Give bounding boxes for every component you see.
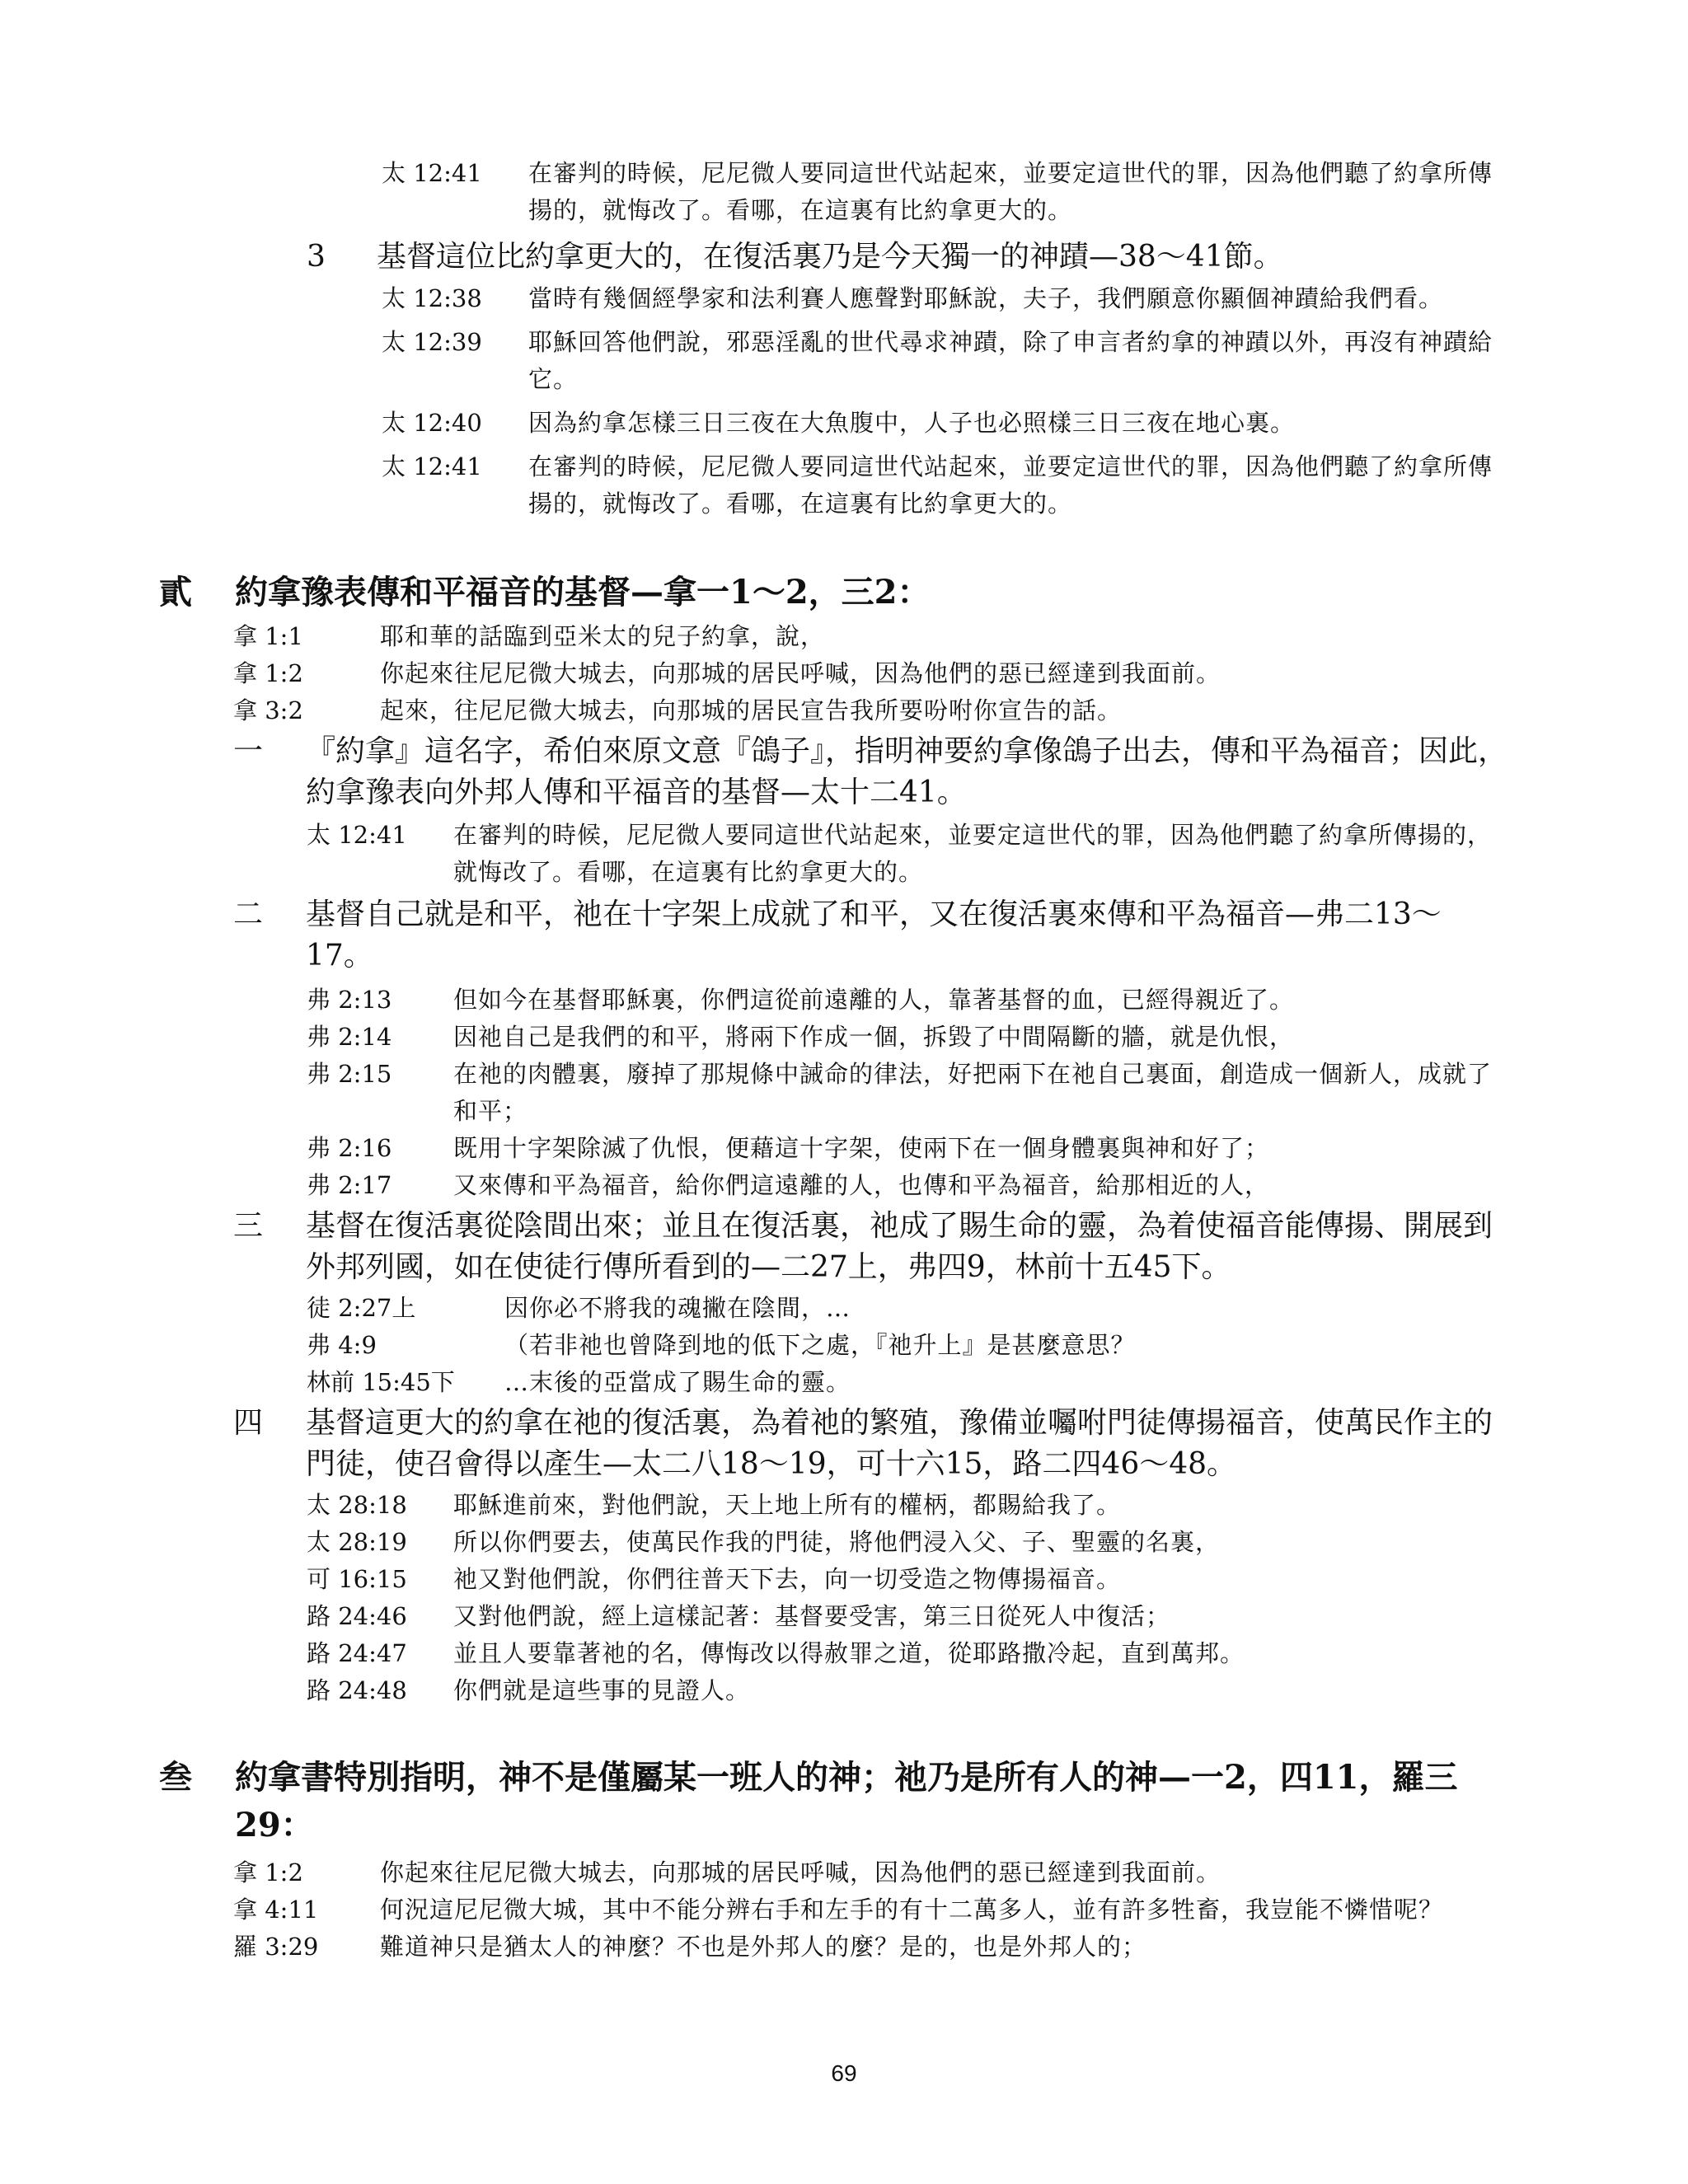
page-number: 69 [831,2060,857,2086]
verse-ref: 羅 3:29 [233,1933,319,1961]
outline-text: 『約拿』這名字，希伯來原文意『鴿子』，指明神要約拿像鴿子出去，傳和平為福音；因此，約拿豫表向外邦人傳和平福音的基督—太十二41。 [306,734,1508,809]
verse-ref: 弗 4:9 [307,1331,377,1359]
outline-text: 基督自己就是和平，祂在十字架上成就了和平，又在復活裏來傳和平為福音—弗二13～17。 [306,898,1442,972]
outline-point-4 [233,1403,1508,1485]
outline-number: 3 [307,240,326,274]
verse-text: 又來傳和平為福音，給你們這遠離的人，也傳和平為福音，給那相近的人， [453,1171,1270,1199]
verse [233,1929,1508,1966]
section-heading [159,1754,1508,1849]
verse [307,1524,1508,1561]
verse [233,1891,1508,1929]
outline-text: 基督在復活裏從陰間出來；並且在復活裏，祂成了賜生命的靈，為着使福音能傳揚、開展到外邦列國，如在使徒行傳所看到的—二27上，弗四9，林前十五45下。 [306,1209,1493,1284]
verse-text: 但如今在基督耶穌裏，你們這從前遠離的人，靠著基督的血，已經得親近了。 [453,986,1295,1014]
verse-text: 耶穌回答他們說，邪惡淫亂的世代尋求神蹟，除了申言者約拿的神蹟以外，再沒有神蹟給它。 [528,328,1493,393]
verse [307,1364,1508,1401]
verse [307,1487,1508,1524]
verse [307,1635,1508,1672]
verse-ref: 太 12:41 [382,452,482,480]
verse-text: 因祂自己是我們的和平，將兩下作成一個，拆毀了中間隔斷的牆，就是仇恨， [453,1023,1295,1051]
verse [307,1598,1508,1635]
verse-ref: 拿 1:1 [233,622,303,650]
outline-number: 四 [233,1406,264,1440]
verse [307,1561,1508,1598]
verse-text: 因你必不將我的魂撇在陰間，… [504,1294,851,1322]
verse-text: 並且人要靠著祂的名，傳悔改以得赦罪之道，從耶路撒冷起，直到萬邦。 [453,1639,1245,1667]
verse-text: 所以你們要去，使萬民作我的門徒，將他們浸入父、子、聖靈的名裏， [453,1528,1221,1556]
verse [382,280,1508,317]
verse [382,324,1508,398]
verse-text: …末後的亞當成了賜生命的靈。 [504,1368,851,1396]
section-title: 約拿豫表傳和平福音的基督—拿一1～2，三2： [235,573,931,612]
verse-text: 當時有幾個經學家和法利賽人應聲對耶穌說，夫子，我們願意你顯個神蹟給我們看。 [528,284,1444,312]
verse-ref: 路 24:48 [307,1676,407,1704]
outline-point-3 [0,237,1688,278]
verse-text: 在審判的時候，尼尼微人要同這世代站起來，並要定這世代的罪，因為他們聽了約拿所傳揚的，就悔改了。看哪，在這裏有比約拿更大的。 [528,452,1493,518]
verse-text: 你起來往尼尼微大城去，向那城的居民呼喊，因為他們的惡已經達到我面前。 [380,1858,1221,1886]
verse [233,655,1508,692]
verse-text: 在審判的時候，尼尼微人要同這世代站起來，並要定這世代的罪，因為他們聽了約拿所傳揚的，就悔改了。看哪，在這裏有比約拿更大的。 [453,821,1493,886]
section-title: 約拿書特別指明，神不是僅屬某一班人的神；祂乃是所有人的神—一2，四11，羅三29： [235,1758,1458,1844]
verse-text: 何況這尼尼微大城，其中不能分辨右手和左手的有十二萬多人，並有許多牲畜，我豈能不憐惜呢？ [380,1896,1444,1924]
verse-group-top-2 [0,280,1688,523]
verse-ref: 拿 1:2 [233,659,303,687]
verse-ref: 拿 4:11 [233,1896,319,1924]
verse-ref: 弗 2:14 [307,1023,392,1051]
verse [307,817,1508,891]
verse-text: 在審判的時候，尼尼微人要同這世代站起來，並要定這世代的罪，因為他們聽了約拿所傳揚的，就悔改了。看哪，在這裏有比約拿更大的。 [528,159,1493,224]
verse-text: 既用十字架除滅了仇恨，便藉這十字架，使兩下在一個身體裏與神和好了； [453,1134,1270,1162]
section-heading [159,569,1508,616]
verse [307,1672,1508,1709]
verse [233,1854,1508,1891]
verse-ref: 路 24:46 [307,1602,407,1630]
verse-ref: 太 12:39 [382,328,482,356]
outline-text: 基督這位比約拿更大的，在復活裏乃是今天獨一的神蹟—38～41節。 [377,240,1283,274]
verse [307,1056,1508,1130]
point-3-verses [0,1290,1688,1401]
verse-ref: 太 12:41 [307,821,407,849]
verse-text: 你起來往尼尼微大城去，向那城的居民呼喊，因為他們的惡已經達到我面前。 [380,659,1221,687]
verse-ref: 弗 2:17 [307,1171,392,1199]
verse-ref: 太 12:40 [382,409,482,437]
verse [382,405,1508,442]
verse-ref: 弗 2:13 [307,986,392,1014]
verse-group-top-1 [0,155,1688,229]
section-3 [0,1754,1688,1966]
verse-text: 耶和華的話臨到亞米太的兒子約拿，說， [380,622,826,650]
outline-point-1 [233,731,1508,813]
verse-text: （若非祂也曾降到地的低下之處，『祂升上』是甚麼意思？ [504,1331,1136,1359]
verse-ref: 可 16:15 [307,1565,407,1593]
verse-ref: 太 28:18 [307,1491,407,1519]
verse [382,448,1508,523]
verse [307,1167,1508,1204]
verse-ref: 林前 15:45下 [307,1368,455,1396]
section-2 [0,569,1688,1709]
section-number: 貳 [159,573,192,612]
verse-text: 祂又對他們說，你們往普天下去，向一切受造之物傳揚福音。 [453,1565,1122,1593]
point-4-verses [0,1487,1688,1709]
verse [382,155,1508,229]
section-verses [0,1854,1688,1966]
verse-text: 耶穌進前來，對他們說，天上地上所有的權柄，都賜給我了。 [453,1491,1122,1519]
verse-text: 因為約拿怎樣三日三夜在大魚腹中，人子也必照樣三日三夜在地心裏。 [528,409,1296,437]
verse [307,982,1508,1019]
verse-text: 你們就是這些事的見證人。 [453,1676,751,1704]
verse-ref: 徒 2:27上 [307,1294,416,1322]
outline-number: 三 [233,1209,264,1243]
outline-point-3 [233,1206,1508,1288]
verse [307,1019,1508,1056]
verse-ref: 弗 2:15 [307,1060,392,1088]
verse-ref: 路 24:47 [307,1639,407,1667]
point-2-verses [0,982,1688,1204]
verse-text: 難道神只是猶太人的神麼？不也是外邦人的麼？是的，也是外邦人的； [380,1933,1147,1961]
verse-text: 在祂的肉體裏，廢掉了那規條中誡命的律法，好把兩下在祂自己裏面，創造成一個新人，成就了和平； [453,1060,1493,1125]
section-number: 叁 [159,1758,192,1797]
outline-point-2 [233,894,1508,977]
outline-number: 一 [233,734,264,768]
verse-ref: 拿 3:2 [233,696,303,724]
section-verses [0,618,1688,729]
verse-text: 起來，往尼尼微大城去，向那城的居民宣告我所要吩咐你宣告的話。 [380,696,1123,724]
outline-line [307,237,1508,278]
verse-text: 又對他們說，經上這樣記著：基督要受害，第三日從死人中復活； [453,1602,1171,1630]
verse [307,1290,1508,1327]
verse-ref: 弗 2:16 [307,1134,392,1162]
verse-ref: 拿 1:2 [233,1858,303,1886]
verse-ref: 太 12:38 [382,284,482,312]
verse-ref: 太 12:41 [382,159,482,187]
verse [307,1327,1508,1364]
verse-ref: 太 28:19 [307,1528,407,1556]
verse [307,1130,1508,1167]
outline-number: 二 [233,898,264,931]
verse [233,618,1508,655]
verse [233,692,1508,729]
outline-text: 基督這更大的約拿在祂的復活裏，為着祂的繁殖，豫備並囑咐門徒傳揚福音，使萬民作主的門徒，使召會得以產生—太二八18～19，可十六15，路二四46～48。 [306,1406,1493,1481]
